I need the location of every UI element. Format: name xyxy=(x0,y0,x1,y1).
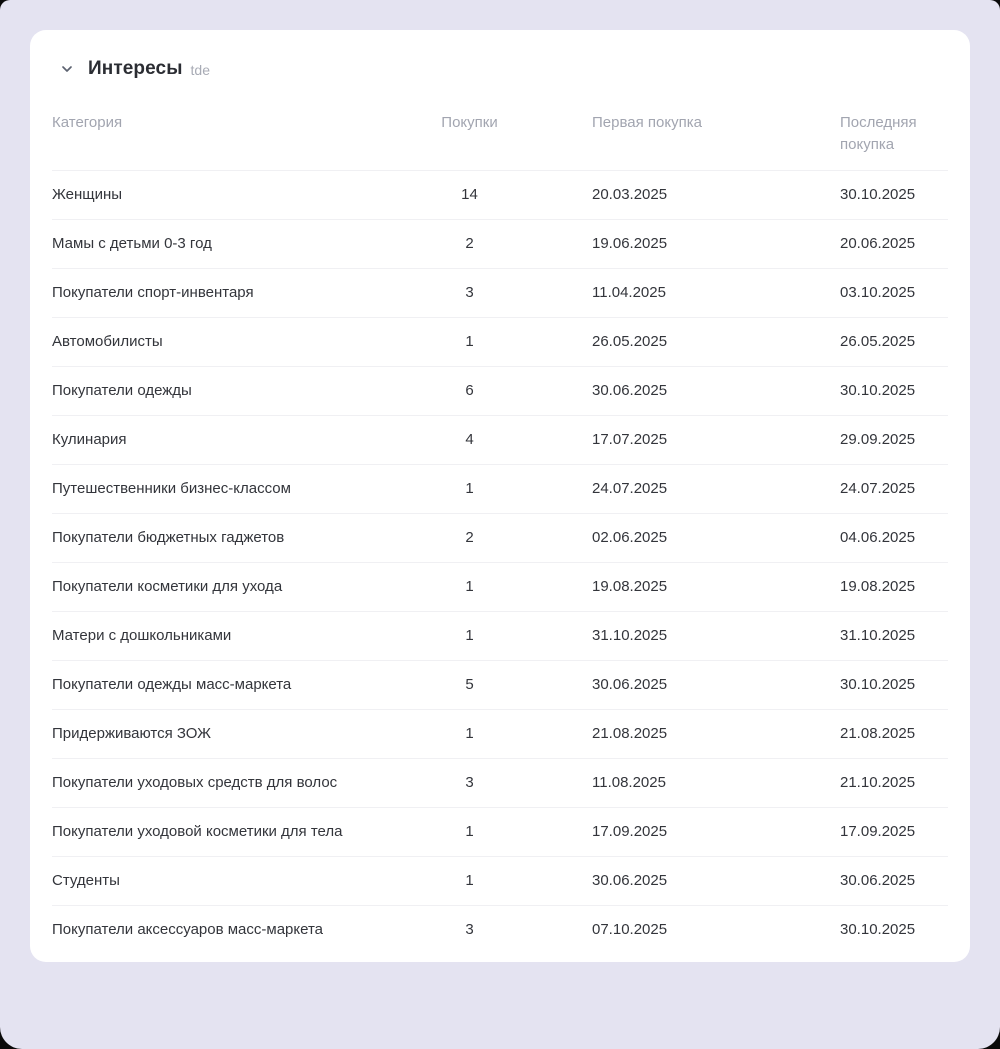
table-row xyxy=(52,268,948,317)
first-purchase-cell: 19.08.2025 xyxy=(592,578,668,595)
last-purchase-cell: 29.09.2025 xyxy=(840,431,916,448)
table-row xyxy=(52,464,948,513)
table-row xyxy=(52,905,948,956)
category-cell: Студенты xyxy=(52,872,120,889)
table-header-row xyxy=(52,100,948,170)
purchases-cell: 1 xyxy=(465,578,474,595)
table-row xyxy=(52,170,948,219)
column-header-purchases: Покупки xyxy=(441,114,498,131)
last-purchase-cell: 24.07.2025 xyxy=(840,480,916,497)
purchases-cell: 3 xyxy=(465,774,474,791)
category-cell: Мамы с детьми 0-3 год xyxy=(52,235,212,252)
last-purchase-cell: 21.08.2025 xyxy=(840,725,916,742)
purchases-cell: 4 xyxy=(465,431,474,448)
purchases-cell: 3 xyxy=(465,284,474,301)
first-purchase-cell: 26.05.2025 xyxy=(592,333,668,350)
collapse-toggle[interactable] xyxy=(56,58,78,80)
last-purchase-cell: 30.10.2025 xyxy=(840,676,916,693)
category-cell: Покупатели бюджетных гаджетов xyxy=(52,529,285,546)
last-purchase-cell: 26.05.2025 xyxy=(840,333,916,350)
last-purchase-cell: 19.08.2025 xyxy=(840,578,916,595)
last-purchase-cell: 30.10.2025 xyxy=(840,186,916,203)
category-cell: Покупатели аксессуаров масс-маркета xyxy=(52,921,324,938)
first-purchase-cell: 31.10.2025 xyxy=(592,627,668,644)
first-purchase-cell: 30.06.2025 xyxy=(592,382,668,399)
last-purchase-cell: 17.09.2025 xyxy=(840,823,916,840)
interests-panel xyxy=(30,30,970,962)
category-cell: Женщины xyxy=(52,186,123,203)
purchases-cell: 1 xyxy=(465,333,474,350)
table-row xyxy=(52,758,948,807)
category-cell: Покупатели уходовых средств для волос xyxy=(52,774,338,791)
table-row xyxy=(52,709,948,758)
last-purchase-cell: 03.10.2025 xyxy=(840,284,916,301)
purchases-cell: 1 xyxy=(465,823,474,840)
column-header-last-purchase: Последняя покупка xyxy=(840,114,917,153)
last-purchase-cell: 31.10.2025 xyxy=(840,627,916,644)
last-purchase-cell: 30.06.2025 xyxy=(840,872,916,889)
first-purchase-cell: 17.07.2025 xyxy=(592,431,668,448)
panel-tag: tde xyxy=(190,62,210,78)
category-cell: Придерживаются ЗОЖ xyxy=(52,725,211,742)
category-cell: Покупатели косметики для ухода xyxy=(52,578,283,595)
chevron-down-icon xyxy=(60,62,74,76)
first-purchase-cell: 30.06.2025 xyxy=(592,676,668,693)
table-row xyxy=(52,513,948,562)
table-row xyxy=(52,415,948,464)
last-purchase-cell: 30.10.2025 xyxy=(840,921,916,938)
last-purchase-cell: 04.06.2025 xyxy=(840,529,916,546)
category-cell: Покупатели одежды масс-маркета xyxy=(52,676,292,693)
table-row xyxy=(52,366,948,415)
purchases-cell: 1 xyxy=(465,480,474,497)
purchases-cell: 5 xyxy=(465,676,474,693)
purchases-cell: 2 xyxy=(465,235,474,252)
table-row xyxy=(52,611,948,660)
first-purchase-cell: 19.06.2025 xyxy=(592,235,668,252)
table-row xyxy=(52,807,948,856)
table-row xyxy=(52,856,948,905)
category-cell: Кулинария xyxy=(52,431,127,448)
table-row xyxy=(52,562,948,611)
last-purchase-cell: 30.10.2025 xyxy=(840,382,916,399)
purchases-cell: 2 xyxy=(465,529,474,546)
purchases-cell: 6 xyxy=(465,382,474,399)
panel-header xyxy=(52,30,948,100)
first-purchase-cell: 07.10.2025 xyxy=(592,921,668,938)
column-header-category: Категория xyxy=(52,114,123,131)
category-cell: Матери с дошкольниками xyxy=(52,627,232,644)
first-purchase-cell: 11.04.2025 xyxy=(592,284,666,301)
last-purchase-cell: 21.10.2025 xyxy=(840,774,916,791)
category-cell: Покупатели одежды xyxy=(52,382,192,399)
first-purchase-cell: 21.08.2025 xyxy=(592,725,668,742)
purchases-cell: 3 xyxy=(465,921,474,938)
first-purchase-cell: 11.08.2025 xyxy=(592,774,666,791)
category-cell: Путешественники бизнес-классом xyxy=(52,480,291,497)
purchases-cell: 1 xyxy=(465,627,474,644)
category-cell: Покупатели уходовой косметики для тела xyxy=(52,823,343,840)
first-purchase-cell: 17.09.2025 xyxy=(592,823,668,840)
first-purchase-cell: 20.03.2025 xyxy=(592,186,668,203)
first-purchase-cell: 24.07.2025 xyxy=(592,480,668,497)
first-purchase-cell: 30.06.2025 xyxy=(592,872,668,889)
purchases-cell: 1 xyxy=(465,725,474,742)
category-cell: Покупатели спорт-инвентаря xyxy=(52,284,254,301)
table-row xyxy=(52,219,948,268)
panel-title: Интересы xyxy=(88,58,183,79)
purchases-cell: 14 xyxy=(461,186,478,203)
table-row xyxy=(52,317,948,366)
table-row xyxy=(52,660,948,709)
table-body xyxy=(52,170,948,956)
category-cell: Автомобилисты xyxy=(52,333,163,350)
last-purchase-cell: 20.06.2025 xyxy=(840,235,916,252)
first-purchase-cell: 02.06.2025 xyxy=(592,529,668,546)
purchases-cell: 1 xyxy=(465,872,474,889)
column-header-first-purchase: Первая покупка xyxy=(592,114,702,131)
